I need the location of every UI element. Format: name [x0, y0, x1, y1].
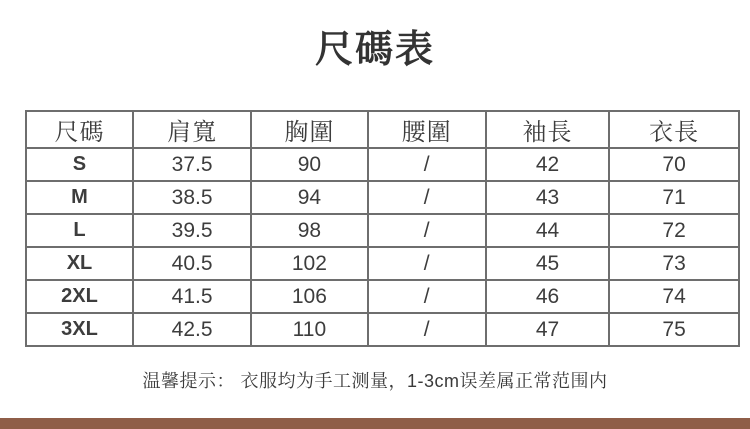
- table-row: [26, 280, 739, 313]
- size-table: [25, 110, 740, 347]
- value-cell: 110: [251, 313, 367, 346]
- value-cell: 38.5: [133, 181, 251, 214]
- value-cell: 98: [251, 214, 367, 247]
- size-cell: XL: [26, 247, 133, 280]
- value-cell: 106: [251, 280, 367, 313]
- value-cell: 47: [486, 313, 609, 346]
- value-cell: 73: [609, 247, 739, 280]
- column-header: 腰圍: [368, 111, 486, 148]
- value-cell: 42: [486, 148, 609, 181]
- size-cell: L: [26, 214, 133, 247]
- value-cell: 37.5: [133, 148, 251, 181]
- value-cell: 43: [486, 181, 609, 214]
- value-cell: 71: [609, 181, 739, 214]
- value-cell: /: [368, 280, 486, 313]
- value-cell: 102: [251, 247, 367, 280]
- table-row: [26, 247, 739, 280]
- value-cell: 46: [486, 280, 609, 313]
- value-cell: 75: [609, 313, 739, 346]
- value-cell: 39.5: [133, 214, 251, 247]
- measurement-note: 温馨提示： 衣服均为手工测量，1-3cm误差属正常范围内: [142, 371, 608, 391]
- value-cell: 45: [486, 247, 609, 280]
- bottom-accent-bar: [0, 418, 750, 429]
- value-cell: 72: [609, 214, 739, 247]
- value-cell: 94: [251, 181, 367, 214]
- page-title: 尺碼表: [314, 29, 435, 71]
- value-cell: 44: [486, 214, 609, 247]
- column-header: 肩寬: [133, 111, 251, 148]
- size-cell: 3XL: [26, 313, 133, 346]
- value-cell: 42.5: [133, 313, 251, 346]
- value-cell: /: [368, 214, 486, 247]
- table-row: [26, 181, 739, 214]
- value-cell: /: [368, 247, 486, 280]
- table-row: [26, 214, 739, 247]
- value-cell: /: [368, 148, 486, 181]
- size-cell: 2XL: [26, 280, 133, 313]
- size-cell: M: [26, 181, 133, 214]
- value-cell: /: [368, 313, 486, 346]
- value-cell: 70: [609, 148, 739, 181]
- value-cell: 90: [251, 148, 367, 181]
- column-header: 胸圍: [251, 111, 367, 148]
- value-cell: /: [368, 181, 486, 214]
- column-header: 袖長: [486, 111, 609, 148]
- table-body: [26, 148, 739, 346]
- value-cell: 40.5: [133, 247, 251, 280]
- table-row: [26, 313, 739, 346]
- value-cell: 41.5: [133, 280, 251, 313]
- table-row: [26, 148, 739, 181]
- column-header: 尺碼: [26, 111, 133, 148]
- value-cell: 74: [609, 280, 739, 313]
- table-header-row: [26, 111, 739, 148]
- column-header: 衣長: [609, 111, 739, 148]
- size-cell: S: [26, 148, 133, 181]
